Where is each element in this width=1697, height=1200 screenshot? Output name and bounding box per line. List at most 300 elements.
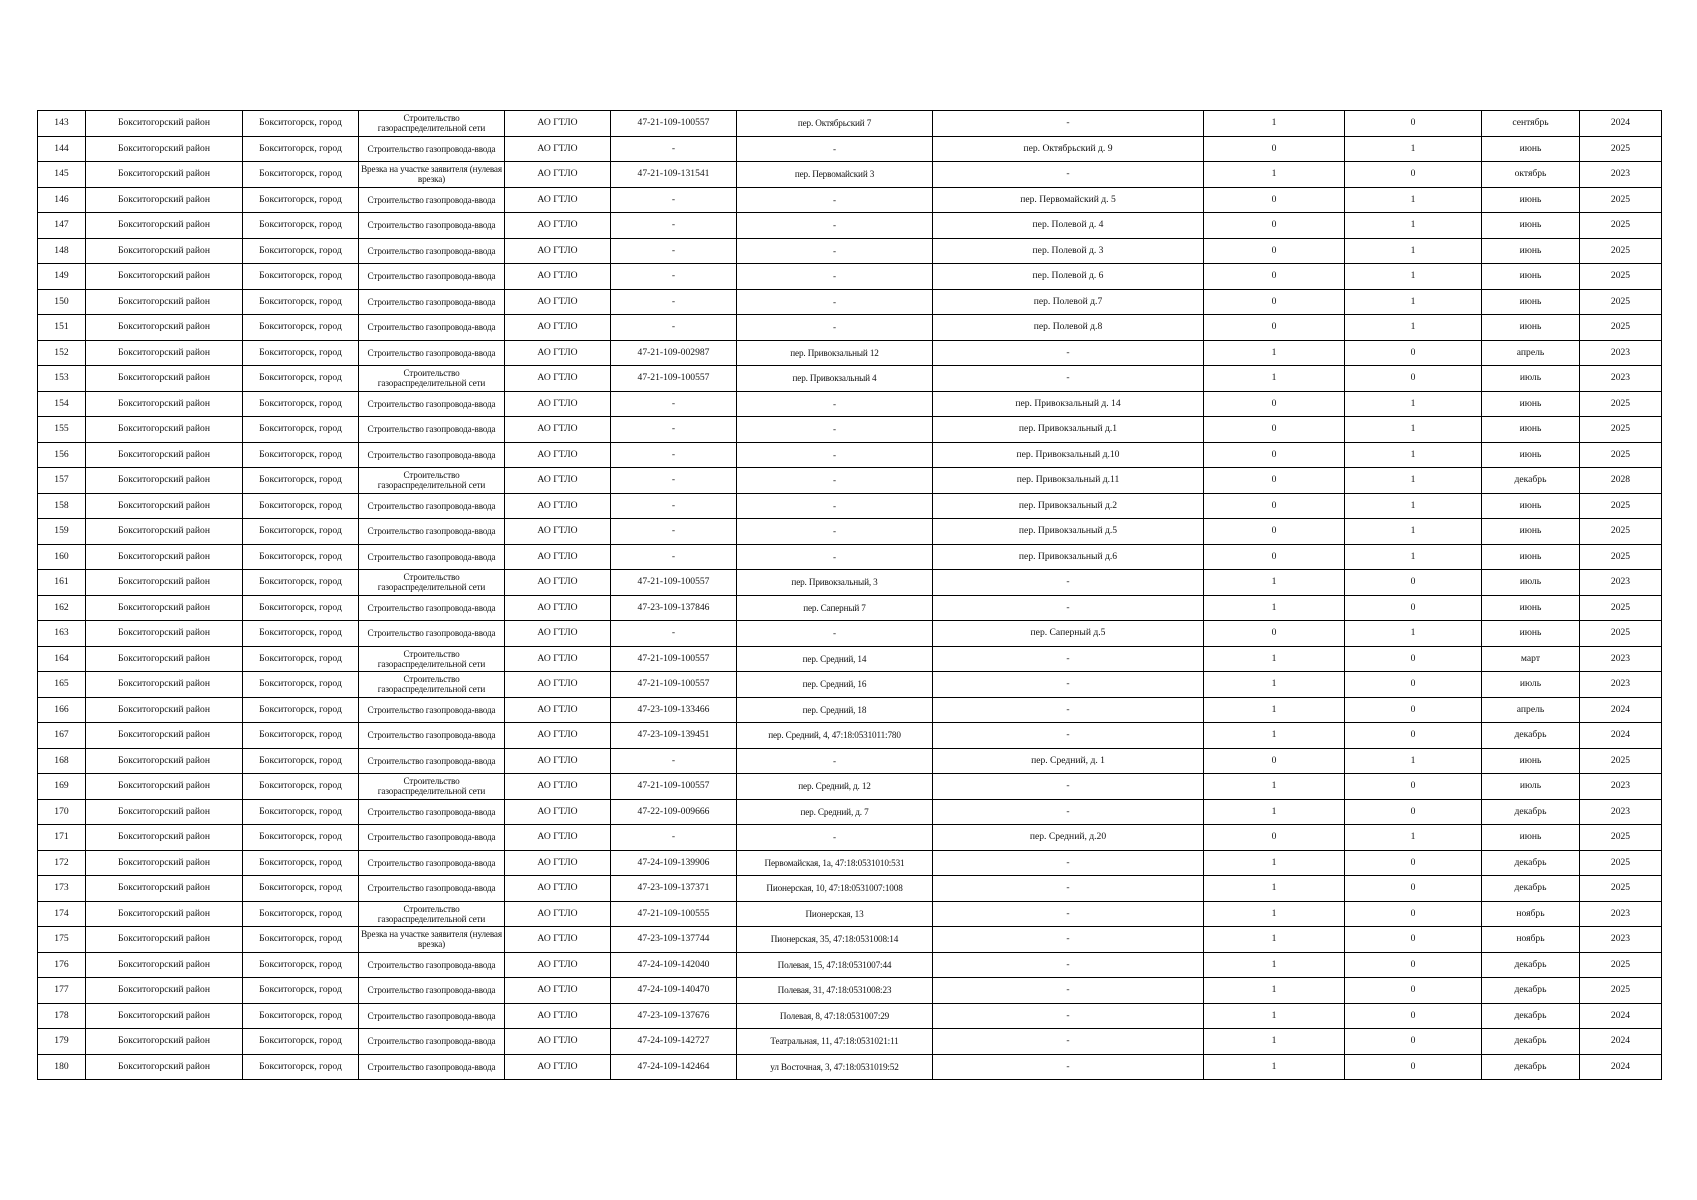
count-b-cell: 0	[1345, 901, 1482, 927]
planned-address-cell: пер. Полевой д.8	[933, 315, 1204, 341]
planned-address-cell: -	[933, 952, 1204, 978]
settlement-cell: Бокситогорск, город	[243, 621, 359, 647]
contract-number-cell: -	[611, 417, 737, 443]
organization-cell: АО ГТЛО	[505, 850, 611, 876]
planned-address-cell: -	[933, 723, 1204, 749]
work-type-cell: Строительство газопровода-ввода	[359, 136, 505, 162]
table-row	[38, 493, 1662, 519]
organization-cell: АО ГТЛО	[505, 876, 611, 902]
row-number-cell: 175	[38, 927, 86, 953]
count-a-cell: 1	[1204, 876, 1345, 902]
planned-address-cell: пер. Привокзальный д.1	[933, 417, 1204, 443]
organization-cell: АО ГТЛО	[505, 417, 611, 443]
month-cell: июнь	[1482, 187, 1580, 213]
month-cell: декабрь	[1482, 1054, 1580, 1080]
address-cell: -	[737, 391, 933, 417]
settlement-cell: Бокситогорск, город	[243, 468, 359, 494]
table-row	[38, 187, 1662, 213]
count-b-cell: 0	[1345, 162, 1482, 188]
address-cell: пер. Привокзальный 12	[737, 340, 933, 366]
address-cell: пер. Привокзальный, 3	[737, 570, 933, 596]
contract-number-cell: 47-23-109-137846	[611, 595, 737, 621]
table-row	[38, 519, 1662, 545]
contract-number-cell: 47-21-109-100557	[611, 111, 737, 137]
count-b-cell: 1	[1345, 825, 1482, 851]
year-cell: 2025	[1580, 595, 1662, 621]
address-cell: -	[737, 519, 933, 545]
planned-address-cell: пер. Средний, д.20	[933, 825, 1204, 851]
organization-cell: АО ГТЛО	[505, 825, 611, 851]
count-a-cell: 1	[1204, 774, 1345, 800]
table-row	[38, 264, 1662, 290]
count-a-cell: 0	[1204, 519, 1345, 545]
year-cell: 2025	[1580, 315, 1662, 341]
contract-number-cell: 47-21-109-100555	[611, 901, 737, 927]
count-b-cell: 0	[1345, 1054, 1482, 1080]
contract-number-cell: 47-21-109-100557	[611, 646, 737, 672]
settlement-cell: Бокситогорск, город	[243, 672, 359, 698]
organization-cell: АО ГТЛО	[505, 723, 611, 749]
count-b-cell: 1	[1345, 748, 1482, 774]
table-row	[38, 238, 1662, 264]
organization-cell: АО ГТЛО	[505, 264, 611, 290]
contract-number-cell: 47-21-109-100557	[611, 366, 737, 392]
count-a-cell: 1	[1204, 850, 1345, 876]
work-type-cell: Строительство газопровода-ввода	[359, 289, 505, 315]
row-number-cell: 169	[38, 774, 86, 800]
work-type-cell: Строительство газопровода-ввода	[359, 595, 505, 621]
district-cell: Бокситогорский район	[86, 315, 243, 341]
row-number-cell: 150	[38, 289, 86, 315]
organization-cell: АО ГТЛО	[505, 901, 611, 927]
year-cell: 2025	[1580, 493, 1662, 519]
district-cell: Бокситогорский район	[86, 799, 243, 825]
contract-number-cell: -	[611, 238, 737, 264]
district-cell: Бокситогорский район	[86, 1029, 243, 1055]
district-cell: Бокситогорский район	[86, 111, 243, 137]
count-a-cell: 0	[1204, 213, 1345, 239]
work-type-cell: Строительство газопровода-ввода	[359, 850, 505, 876]
year-cell: 2025	[1580, 621, 1662, 647]
work-type-cell: Строительство газопровода-ввода	[359, 952, 505, 978]
count-a-cell: 1	[1204, 723, 1345, 749]
contract-number-cell: -	[611, 136, 737, 162]
district-cell: Бокситогорский район	[86, 213, 243, 239]
table-row	[38, 570, 1662, 596]
address-cell: -	[737, 442, 933, 468]
row-number-cell: 152	[38, 340, 86, 366]
planned-address-cell: -	[933, 927, 1204, 953]
count-a-cell: 1	[1204, 799, 1345, 825]
count-b-cell: 1	[1345, 519, 1482, 545]
row-number-cell: 177	[38, 978, 86, 1004]
count-b-cell: 0	[1345, 595, 1482, 621]
settlement-cell: Бокситогорск, город	[243, 213, 359, 239]
address-cell: пер. Первомайский 3	[737, 162, 933, 188]
settlement-cell: Бокситогорск, город	[243, 723, 359, 749]
planned-address-cell: пер. Привокзальный д.5	[933, 519, 1204, 545]
address-cell: -	[737, 136, 933, 162]
district-cell: Бокситогорский район	[86, 238, 243, 264]
address-cell: пер. Октябрьский 7	[737, 111, 933, 137]
organization-cell: АО ГТЛО	[505, 570, 611, 596]
row-number-cell: 155	[38, 417, 86, 443]
row-number-cell: 151	[38, 315, 86, 341]
planned-address-cell: пер. Первомайский д. 5	[933, 187, 1204, 213]
organization-cell: АО ГТЛО	[505, 340, 611, 366]
settlement-cell: Бокситогорск, город	[243, 927, 359, 953]
organization-cell: АО ГТЛО	[505, 978, 611, 1004]
row-number-cell: 144	[38, 136, 86, 162]
planned-address-cell: пер. Привокзальный д.2	[933, 493, 1204, 519]
table-row	[38, 595, 1662, 621]
table-row	[38, 315, 1662, 341]
row-number-cell: 166	[38, 697, 86, 723]
row-number-cell: 168	[38, 748, 86, 774]
row-number-cell: 163	[38, 621, 86, 647]
settlement-cell: Бокситогорск, город	[243, 391, 359, 417]
count-b-cell: 0	[1345, 111, 1482, 137]
table-row	[38, 391, 1662, 417]
year-cell: 2025	[1580, 417, 1662, 443]
district-cell: Бокситогорский район	[86, 340, 243, 366]
organization-cell: АО ГТЛО	[505, 697, 611, 723]
address-cell: Пионерская, 35, 47:18:0531008:14	[737, 927, 933, 953]
planned-address-cell: -	[933, 366, 1204, 392]
row-number-cell: 173	[38, 876, 86, 902]
contract-number-cell: 47-23-109-137676	[611, 1003, 737, 1029]
address-cell: пер. Средний, 14	[737, 646, 933, 672]
row-number-cell: 161	[38, 570, 86, 596]
organization-cell: АО ГТЛО	[505, 391, 611, 417]
contract-number-cell: -	[611, 213, 737, 239]
month-cell: октябрь	[1482, 162, 1580, 188]
work-type-cell: Строительство газопровода-ввода	[359, 544, 505, 570]
month-cell: декабрь	[1482, 850, 1580, 876]
year-cell: 2025	[1580, 187, 1662, 213]
organization-cell: АО ГТЛО	[505, 519, 611, 545]
year-cell: 2025	[1580, 289, 1662, 315]
contract-number-cell: -	[611, 289, 737, 315]
table-row	[38, 927, 1662, 953]
row-number-cell: 147	[38, 213, 86, 239]
count-b-cell: 0	[1345, 1029, 1482, 1055]
address-cell: пер. Привокзальный 4	[737, 366, 933, 392]
address-cell: Полевая, 8, 47:18:0531007:29	[737, 1003, 933, 1029]
count-b-cell: 1	[1345, 544, 1482, 570]
organization-cell: АО ГТЛО	[505, 544, 611, 570]
address-cell: -	[737, 187, 933, 213]
month-cell: июль	[1482, 774, 1580, 800]
contract-number-cell: 47-23-109-133466	[611, 697, 737, 723]
organization-cell: АО ГТЛО	[505, 111, 611, 137]
work-type-cell: Строительство газораспределительной сети	[359, 774, 505, 800]
settlement-cell: Бокситогорск, город	[243, 519, 359, 545]
settlement-cell: Бокситогорск, город	[243, 289, 359, 315]
year-cell: 2025	[1580, 238, 1662, 264]
planned-address-cell: -	[933, 850, 1204, 876]
district-cell: Бокситогорский район	[86, 876, 243, 902]
contract-number-cell: 47-24-109-142727	[611, 1029, 737, 1055]
settlement-cell: Бокситогорск, город	[243, 366, 359, 392]
row-number-cell: 178	[38, 1003, 86, 1029]
count-b-cell: 1	[1345, 289, 1482, 315]
work-type-cell: Строительство газопровода-ввода	[359, 978, 505, 1004]
settlement-cell: Бокситогорск, город	[243, 748, 359, 774]
table-row	[38, 748, 1662, 774]
month-cell: декабрь	[1482, 978, 1580, 1004]
year-cell: 2023	[1580, 672, 1662, 698]
count-b-cell: 1	[1345, 621, 1482, 647]
district-cell: Бокситогорский район	[86, 952, 243, 978]
address-cell: -	[737, 468, 933, 494]
planned-address-cell: -	[933, 570, 1204, 596]
district-cell: Бокситогорский район	[86, 162, 243, 188]
planned-address-cell: пер. Полевой д. 4	[933, 213, 1204, 239]
planned-address-cell: пер. Привокзальный д.10	[933, 442, 1204, 468]
work-type-cell: Строительство газопровода-ввода	[359, 442, 505, 468]
year-cell: 2025	[1580, 952, 1662, 978]
gasification-schedule-table	[37, 110, 1662, 1080]
count-b-cell: 0	[1345, 850, 1482, 876]
year-cell: 2025	[1580, 825, 1662, 851]
table-row	[38, 136, 1662, 162]
count-a-cell: 1	[1204, 1003, 1345, 1029]
district-cell: Бокситогорский район	[86, 748, 243, 774]
district-cell: Бокситогорский район	[86, 417, 243, 443]
table-row	[38, 417, 1662, 443]
address-cell: Полевая, 31, 47:18:0531008:23	[737, 978, 933, 1004]
organization-cell: АО ГТЛО	[505, 136, 611, 162]
year-cell: 2024	[1580, 1029, 1662, 1055]
count-a-cell: 0	[1204, 621, 1345, 647]
table-row	[38, 621, 1662, 647]
contract-number-cell: -	[611, 825, 737, 851]
year-cell: 2025	[1580, 136, 1662, 162]
row-number-cell: 154	[38, 391, 86, 417]
count-a-cell: 1	[1204, 672, 1345, 698]
settlement-cell: Бокситогорск, город	[243, 774, 359, 800]
count-b-cell: 0	[1345, 646, 1482, 672]
count-a-cell: 1	[1204, 1029, 1345, 1055]
count-b-cell: 1	[1345, 391, 1482, 417]
work-type-cell: Строительство газопровода-ввода	[359, 264, 505, 290]
settlement-cell: Бокситогорск, город	[243, 264, 359, 290]
contract-number-cell: 47-23-109-137744	[611, 927, 737, 953]
row-number-cell: 160	[38, 544, 86, 570]
planned-address-cell: пер. Средний, д. 1	[933, 748, 1204, 774]
row-number-cell: 149	[38, 264, 86, 290]
work-type-cell: Строительство газопровода-ввода	[359, 748, 505, 774]
address-cell: -	[737, 748, 933, 774]
count-a-cell: 1	[1204, 697, 1345, 723]
row-number-cell: 174	[38, 901, 86, 927]
district-cell: Бокситогорский район	[86, 570, 243, 596]
address-cell: -	[737, 213, 933, 239]
contract-number-cell: 47-24-109-142464	[611, 1054, 737, 1080]
count-a-cell: 1	[1204, 927, 1345, 953]
year-cell: 2024	[1580, 697, 1662, 723]
planned-address-cell: -	[933, 1003, 1204, 1029]
month-cell: июнь	[1482, 238, 1580, 264]
month-cell: июнь	[1482, 213, 1580, 239]
planned-address-cell: -	[933, 774, 1204, 800]
settlement-cell: Бокситогорск, город	[243, 315, 359, 341]
organization-cell: АО ГТЛО	[505, 621, 611, 647]
month-cell: декабрь	[1482, 876, 1580, 902]
year-cell: 2025	[1580, 850, 1662, 876]
planned-address-cell: -	[933, 162, 1204, 188]
count-a-cell: 1	[1204, 570, 1345, 596]
district-cell: Бокситогорский район	[86, 927, 243, 953]
row-number-cell: 159	[38, 519, 86, 545]
organization-cell: АО ГТЛО	[505, 238, 611, 264]
contract-number-cell: 47-23-109-137371	[611, 876, 737, 902]
month-cell: март	[1482, 646, 1580, 672]
settlement-cell: Бокситогорск, город	[243, 442, 359, 468]
contract-number-cell: -	[611, 493, 737, 519]
work-type-cell: Строительство газопровода-ввода	[359, 799, 505, 825]
organization-cell: АО ГТЛО	[505, 366, 611, 392]
settlement-cell: Бокситогорск, город	[243, 978, 359, 1004]
work-type-cell: Строительство газопровода-ввода	[359, 876, 505, 902]
address-cell: -	[737, 544, 933, 570]
year-cell: 2023	[1580, 366, 1662, 392]
count-a-cell: 0	[1204, 136, 1345, 162]
contract-number-cell: 47-22-109-009666	[611, 799, 737, 825]
month-cell: июль	[1482, 366, 1580, 392]
table-row	[38, 646, 1662, 672]
year-cell: 2025	[1580, 519, 1662, 545]
settlement-cell: Бокситогорск, город	[243, 111, 359, 137]
work-type-cell: Строительство газораспределительной сети	[359, 366, 505, 392]
count-a-cell: 0	[1204, 825, 1345, 851]
address-cell: пер. Средний, 4, 47:18:0531011:780	[737, 723, 933, 749]
district-cell: Бокситогорский район	[86, 442, 243, 468]
district-cell: Бокситогорский район	[86, 264, 243, 290]
month-cell: июнь	[1482, 315, 1580, 341]
planned-address-cell: -	[933, 799, 1204, 825]
row-number-cell: 164	[38, 646, 86, 672]
planned-address-cell: -	[933, 646, 1204, 672]
address-cell: -	[737, 825, 933, 851]
contract-number-cell: 47-21-109-100557	[611, 672, 737, 698]
count-b-cell: 1	[1345, 187, 1482, 213]
month-cell: ноябрь	[1482, 901, 1580, 927]
work-type-cell: Строительство газопровода-ввода	[359, 315, 505, 341]
settlement-cell: Бокситогорск, город	[243, 544, 359, 570]
contract-number-cell: -	[611, 544, 737, 570]
settlement-cell: Бокситогорск, город	[243, 238, 359, 264]
contract-number-cell: 47-21-109-131541	[611, 162, 737, 188]
address-cell: пер. Средний, 16	[737, 672, 933, 698]
row-number-cell: 156	[38, 442, 86, 468]
table-row	[38, 1054, 1662, 1080]
work-type-cell: Строительство газопровода-ввода	[359, 340, 505, 366]
district-cell: Бокситогорский район	[86, 519, 243, 545]
year-cell: 2024	[1580, 1054, 1662, 1080]
year-cell: 2025	[1580, 213, 1662, 239]
work-type-cell: Строительство газопровода-ввода	[359, 1003, 505, 1029]
organization-cell: АО ГТЛО	[505, 1029, 611, 1055]
contract-number-cell: -	[611, 315, 737, 341]
contract-number-cell: 47-21-109-100557	[611, 570, 737, 596]
count-a-cell: 1	[1204, 1054, 1345, 1080]
work-type-cell: Строительство газопровода-ввода	[359, 825, 505, 851]
table-row	[38, 289, 1662, 315]
planned-address-cell: пер. Саперный д.5	[933, 621, 1204, 647]
row-number-cell: 148	[38, 238, 86, 264]
table-row	[38, 952, 1662, 978]
count-b-cell: 1	[1345, 315, 1482, 341]
month-cell: июнь	[1482, 493, 1580, 519]
organization-cell: АО ГТЛО	[505, 187, 611, 213]
month-cell: декабрь	[1482, 1029, 1580, 1055]
organization-cell: АО ГТЛО	[505, 213, 611, 239]
address-cell: -	[737, 315, 933, 341]
district-cell: Бокситогорский район	[86, 289, 243, 315]
planned-address-cell: пер. Октябрьский д. 9	[933, 136, 1204, 162]
month-cell: декабрь	[1482, 468, 1580, 494]
planned-address-cell: -	[933, 340, 1204, 366]
row-number-cell: 171	[38, 825, 86, 851]
count-a-cell: 0	[1204, 544, 1345, 570]
count-b-cell: 1	[1345, 264, 1482, 290]
table-row	[38, 799, 1662, 825]
count-a-cell: 0	[1204, 748, 1345, 774]
count-a-cell: 1	[1204, 340, 1345, 366]
table-row	[38, 723, 1662, 749]
contract-number-cell: -	[611, 621, 737, 647]
address-cell: Первомайская, 1а, 47:18:0531010:531	[737, 850, 933, 876]
row-number-cell: 179	[38, 1029, 86, 1055]
table-row	[38, 162, 1662, 188]
table-row	[38, 901, 1662, 927]
count-b-cell: 0	[1345, 927, 1482, 953]
district-cell: Бокситогорский район	[86, 621, 243, 647]
planned-address-cell: пер. Полевой д. 6	[933, 264, 1204, 290]
count-b-cell: 0	[1345, 774, 1482, 800]
count-a-cell: 0	[1204, 289, 1345, 315]
address-cell: Пионерская, 13	[737, 901, 933, 927]
organization-cell: АО ГТЛО	[505, 1003, 611, 1029]
organization-cell: АО ГТЛО	[505, 468, 611, 494]
address-cell: Пионерская, 10, 47:18:0531007:1008	[737, 876, 933, 902]
table-row	[38, 544, 1662, 570]
year-cell: 2025	[1580, 442, 1662, 468]
year-cell: 2024	[1580, 111, 1662, 137]
row-number-cell: 167	[38, 723, 86, 749]
table-row	[38, 111, 1662, 137]
work-type-cell: Строительство газопровода-ввода	[359, 697, 505, 723]
contract-number-cell: -	[611, 264, 737, 290]
planned-address-cell: -	[933, 1054, 1204, 1080]
contract-number-cell: -	[611, 519, 737, 545]
district-cell: Бокситогорский район	[86, 723, 243, 749]
count-a-cell: 1	[1204, 978, 1345, 1004]
planned-address-cell: -	[933, 111, 1204, 137]
table-row	[38, 442, 1662, 468]
month-cell: декабрь	[1482, 723, 1580, 749]
month-cell: июнь	[1482, 544, 1580, 570]
contract-number-cell: 47-23-109-139451	[611, 723, 737, 749]
settlement-cell: Бокситогорск, город	[243, 595, 359, 621]
row-number-cell: 153	[38, 366, 86, 392]
settlement-cell: Бокситогорск, город	[243, 952, 359, 978]
contract-number-cell: 47-24-109-140470	[611, 978, 737, 1004]
organization-cell: АО ГТЛО	[505, 493, 611, 519]
year-cell: 2023	[1580, 340, 1662, 366]
